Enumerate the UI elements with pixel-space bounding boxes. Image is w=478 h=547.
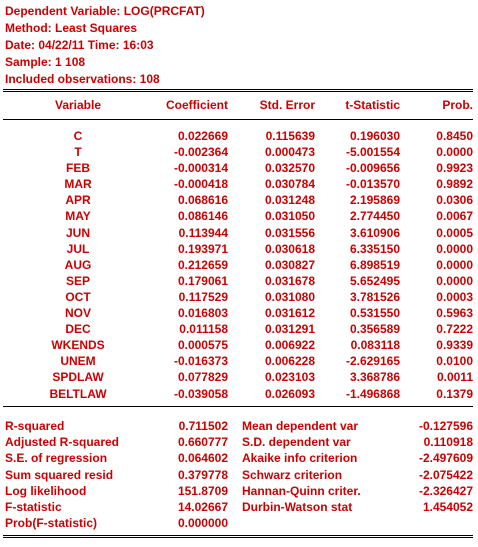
std-error-value: 0.026093 — [264, 386, 315, 401]
std-error-value: 0.031080 — [264, 289, 315, 304]
variable-name: JUL — [66, 241, 90, 256]
t-statistic-value: -0.013570 — [345, 177, 400, 192]
stat-label-right: Schwarz criterion — [242, 467, 343, 482]
prob-value: 0.5963 — [436, 306, 473, 321]
t-statistic-value: 3.368786 — [349, 370, 400, 385]
coefficient-row — [3, 160, 473, 176]
coefficient-table — [3, 128, 473, 402]
summary-row — [3, 467, 473, 483]
coefficient-row — [3, 386, 473, 402]
coefficient-row — [3, 208, 473, 224]
variable-name: DEC — [65, 322, 91, 337]
spacer — [228, 450, 240, 466]
coefficient-value: 0.086146 — [177, 209, 228, 224]
coefficient-row — [3, 257, 473, 273]
std-error-value: 0.006922 — [264, 338, 315, 353]
prob-value: 0.0000 — [436, 273, 473, 288]
coefficient-value: -0.000314 — [173, 161, 228, 176]
std-error-value: 0.031248 — [264, 193, 315, 208]
stat-value-left: 0.711502 — [178, 419, 228, 433]
stat-label-left: S.E. of regression — [5, 451, 108, 466]
spacer — [228, 434, 240, 450]
col-variable: Variable — [54, 98, 102, 112]
variable-name: APR — [65, 193, 91, 208]
column-header-table — [3, 95, 473, 115]
coefficient-row — [3, 241, 473, 257]
variable-name: UNEM — [60, 354, 96, 369]
coefficient-row — [3, 128, 473, 144]
t-statistic-value: 2.774450 — [349, 209, 400, 224]
variable-name: C — [73, 129, 83, 143]
coefficient-row — [3, 369, 473, 385]
std-error-value: 0.115639 — [265, 129, 315, 143]
stat-label-right — [240, 515, 390, 531]
prob-value: 0.7222 — [436, 322, 473, 337]
coefficient-row — [3, 192, 473, 208]
variable-name: MAR — [64, 177, 92, 192]
t-statistic-value: -2.629165 — [345, 354, 400, 369]
summary-row — [3, 418, 473, 434]
variable-name: MAY — [65, 209, 91, 224]
dependent-variable-line: Dependent Variable: LOG(PRCFAT) — [5, 4, 205, 18]
prob-value: 0.0000 — [436, 241, 473, 256]
header-rule — [3, 119, 473, 120]
stat-label-left: F-statistic — [5, 500, 62, 515]
t-statistic-value: -1.496868 — [345, 386, 400, 401]
summary-row — [3, 434, 473, 450]
stat-value-left: 0.660777 — [177, 435, 228, 450]
summary-stats-table — [3, 418, 473, 531]
spacer — [228, 499, 240, 515]
col-std-error: Std. Error — [259, 98, 315, 112]
coefficient-row — [3, 305, 473, 321]
coefficient-value: 0.113944 — [178, 225, 228, 240]
prob-value: 0.0306 — [436, 193, 473, 208]
prob-value: 0.0067 — [436, 209, 473, 224]
stat-label-left: R-squared — [5, 419, 65, 433]
variable-name: WKENDS — [51, 338, 105, 353]
stat-value-left: 0.379778 — [177, 467, 228, 482]
spacer — [228, 418, 240, 434]
coefficient-value: -0.039058 — [173, 386, 228, 401]
coefficient-row — [3, 273, 473, 289]
summary-row — [3, 499, 473, 515]
stat-value-left: 0.064602 — [177, 451, 228, 466]
variable-name: BELTLAW — [49, 386, 107, 401]
observations-line: Included observations: 108 — [5, 72, 160, 86]
method-line: Method: Least Squares — [5, 21, 138, 35]
coefficient-value: -0.002364 — [173, 145, 228, 160]
stat-label-left: Log likelihood — [5, 483, 87, 498]
coefficient-row — [3, 225, 473, 241]
prob-value: 0.0100 — [436, 354, 473, 369]
t-statistic-value: 0.083118 — [350, 338, 400, 353]
coefficient-row — [3, 337, 473, 353]
coefficients-bottom-rule — [3, 406, 473, 407]
coefficient-value: 0.117529 — [178, 289, 228, 304]
t-statistic-value: 3.781526 — [349, 289, 400, 304]
spacer — [228, 467, 240, 483]
std-error-value: 0.031612 — [264, 306, 315, 321]
std-error-value: 0.031678 — [264, 273, 315, 288]
coefficient-value: 0.011158 — [179, 322, 228, 337]
coefficient-row — [3, 289, 473, 305]
prob-value: 0.9339 — [436, 338, 473, 353]
variable-name: OCT — [65, 289, 91, 304]
stat-value-right: -2.497609 — [418, 451, 473, 466]
std-error-value: 0.030827 — [264, 257, 315, 272]
spacer — [228, 483, 240, 499]
stat-value-left: 0.000000 — [177, 516, 228, 531]
spacer — [228, 515, 240, 531]
stat-value-right: -2.075422 — [418, 467, 473, 482]
prob-value: 0.0003 — [436, 289, 473, 304]
stat-label-right: Mean dependent var — [242, 419, 359, 433]
coefficient-row — [3, 353, 473, 369]
t-statistic-value: 0.531550 — [349, 306, 400, 321]
stat-label-left: Sum squared resid — [5, 467, 114, 482]
stat-label-left: Adjusted R-squared — [5, 435, 120, 450]
stat-value-right: -2.326427 — [418, 483, 473, 498]
t-statistic-value: 0.356589 — [349, 322, 400, 337]
date-time-line: Date: 04/22/11 Time: 16:03 — [5, 38, 154, 52]
col-prob: Prob. — [442, 98, 473, 112]
std-error-value: 0.031291 — [264, 322, 315, 337]
std-error-value: 0.031556 — [264, 225, 315, 240]
variable-name: FEB — [66, 161, 90, 176]
t-statistic-value: -0.009656 — [345, 161, 400, 176]
stat-value-right: 0.110918 — [423, 435, 473, 450]
t-statistic-value: 6.898519 — [349, 257, 400, 272]
std-error-value: 0.032570 — [264, 161, 315, 176]
sample-line: Sample: 1 108 — [5, 55, 86, 69]
coefficient-value: -0.016373 — [173, 354, 228, 369]
stat-label-right: Akaike info criterion — [242, 451, 358, 466]
variable-name: T — [74, 145, 82, 160]
coefficient-value: 0.212659 — [177, 257, 228, 272]
col-t-statistic: t-Statistic — [345, 98, 400, 112]
coefficient-row — [3, 144, 473, 160]
column-header-row — [3, 95, 473, 115]
t-statistic-value: 2.195869 — [349, 193, 400, 208]
t-statistic-value: 3.610906 — [349, 225, 400, 240]
stat-label-left: Prob(F-statistic) — [5, 516, 98, 531]
prob-value: 0.0011 — [436, 370, 473, 385]
std-error-value: 0.023103 — [264, 370, 315, 385]
coefficient-value: 0.016803 — [177, 306, 228, 321]
summary-row — [3, 515, 473, 531]
summary-row — [3, 450, 473, 466]
t-statistic-value: 5.652495 — [349, 273, 400, 288]
std-error-value: 0.030784 — [264, 177, 315, 192]
coefficient-value: -0.000418 — [173, 177, 228, 192]
t-statistic-value: -5.001554 — [345, 145, 400, 160]
col-coefficient: Coefficient — [165, 98, 228, 112]
coefficient-row — [3, 321, 473, 337]
stat-value-left: 151.8709 — [177, 483, 228, 498]
stat-label-right: S.D. dependent var — [242, 435, 351, 450]
variable-name: AUG — [64, 257, 92, 272]
summary-row — [3, 483, 473, 499]
std-error-value: 0.030618 — [264, 241, 315, 256]
stat-value-right: 1.454052 — [422, 500, 473, 515]
coefficient-value: 0.179061 — [177, 273, 228, 288]
variable-name: SPDLAW — [52, 370, 104, 385]
stat-value-left: 14.02667 — [177, 500, 228, 515]
coefficient-value: 0.068616 — [177, 193, 228, 208]
prob-value: 0.9892 — [436, 177, 473, 192]
prob-value: 0.0005 — [436, 225, 473, 240]
prob-value: 0.1379 — [436, 386, 473, 401]
t-statistic-value: 6.335150 — [349, 241, 400, 256]
variable-name: NOV — [64, 306, 91, 321]
variable-name: SEP — [65, 273, 90, 288]
variable-name: JUN — [65, 225, 90, 240]
prob-value: 0.9923 — [436, 161, 473, 176]
prob-value: 0.0000 — [436, 257, 473, 272]
coefficient-value: 0.022669 — [177, 129, 228, 143]
std-error-value: 0.006228 — [264, 354, 315, 369]
coefficient-row — [3, 176, 473, 192]
stat-value-right — [390, 515, 473, 531]
top-double-rule — [3, 89, 473, 92]
t-statistic-value: 0.196030 — [349, 129, 400, 143]
prob-value: 0.0000 — [436, 145, 473, 160]
coefficient-value: 0.000575 — [177, 338, 228, 353]
stat-value-right: -0.127596 — [418, 419, 473, 433]
coefficient-value: 0.193971 — [177, 241, 228, 256]
prob-value: 0.8450 — [436, 129, 473, 143]
stat-label-right: Durbin-Watson stat — [242, 500, 353, 515]
equation-header — [5, 3, 205, 88]
std-error-value: 0.031050 — [264, 209, 315, 224]
stat-label-right: Hannan-Quinn criter. — [242, 483, 361, 498]
bottom-double-rule — [3, 535, 473, 538]
coefficient-value: 0.077829 — [177, 370, 228, 385]
std-error-value: 0.000473 — [264, 145, 315, 160]
